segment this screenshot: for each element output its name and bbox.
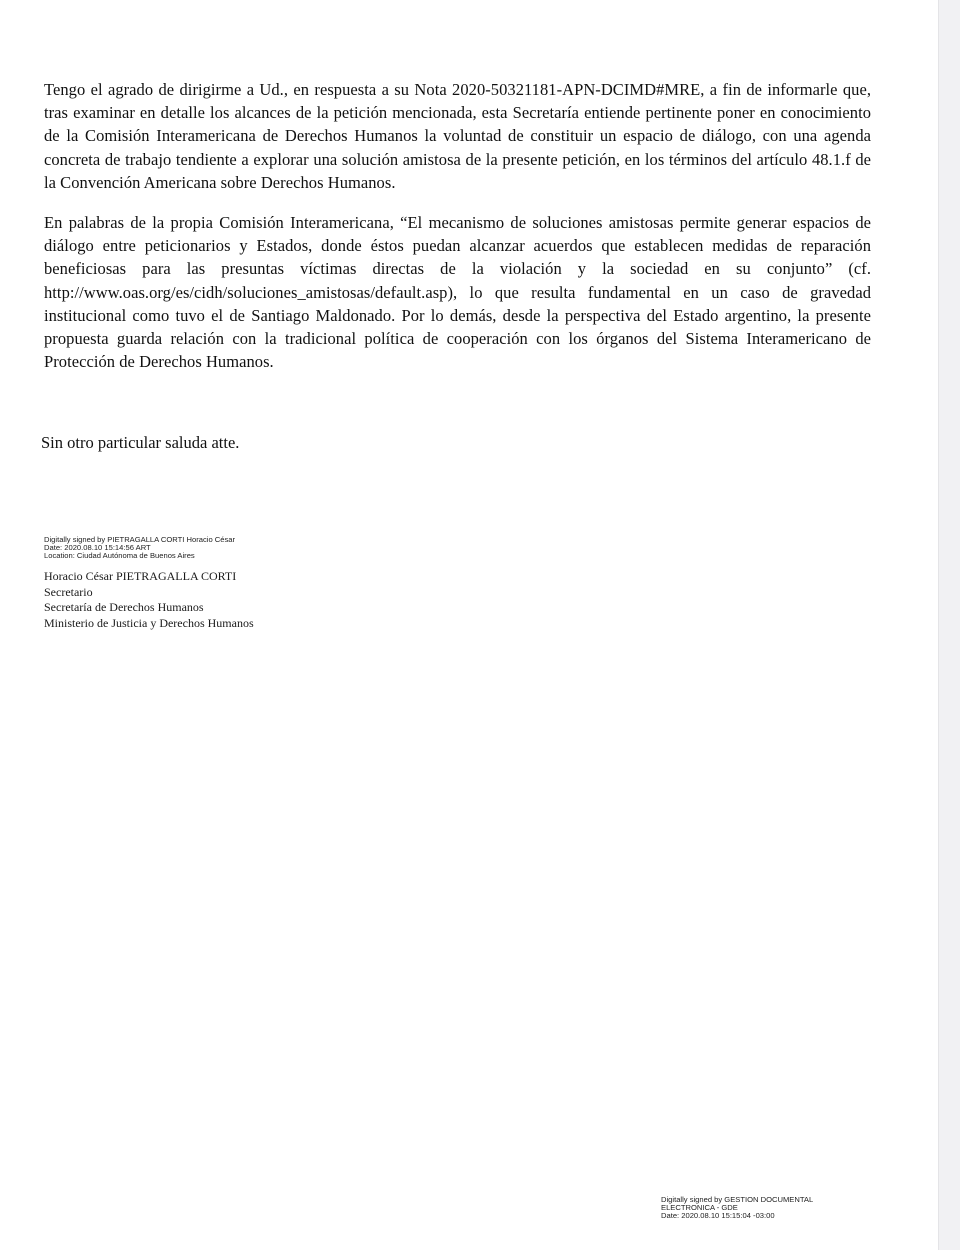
signature-date: Date: 2020.08.10 15:14:56 ART <box>44 542 151 552</box>
signature-location: Location: Ciudad Autónoma de Buenos Aires <box>44 550 195 560</box>
signer-role: Secretario <box>44 584 93 599</box>
gde-signed-by-line-1: Digitally signed by GESTION DOCUMENTAL <box>661 1195 814 1204</box>
body-paragraph-1: Tengo el agrado de dirigirme a Ud., en respuesta a su Nota 2020-50321181-APN-DCIMD#MRE, a fin de informarle que, tras examinar en detalle los alcances de la petición mencionada, esta Secretaría entiende pertinente poner en conocimiento de la Comisión Interamericana de Derechos Humanos la voluntad de constituir un espacio de diálogo, con una agenda concreta de trabajo tendiente a explorar una solución amistosa de la presente petición, en los términos del artículo 48.1.f de la Convención Americana sobre Derechos Humanos. <box>44 80 871 192</box>
signature-signed-by: Digitally signed by PIETRAGALLA CORTI Horacio César <box>44 535 236 544</box>
body-paragraph-2: En palabras de la propia Comisión Interamericana, “El mecanismo de soluciones amistosas permite generar espacios de diálogo entre peticionarios y Estados, donde éstos puedan alcanzar acuerdos que establecen medidas de reparación beneficiosas para las presuntas víctimas directas de la violación y la sociedad en su conjunto” (cf. http://www.oas.org/es/cidh/soluciones_amistosas/default.asp), lo que resulta fundamental en un caso de gravedad institucional como tuvo el de Santiago Maldonado. Por lo demás, desde la perspectiva del Estado argentino, la presente propuesta guarda relación con la tradicional política de cooperación con los órganos del Sistema Interamericano de Protección de Derechos Humanos. <box>44 213 871 372</box>
signer-name: Horacio César PIETRAGALLA CORTI <box>44 569 237 583</box>
signer-ministry: Ministerio de Justicia y Derechos Humanos <box>44 615 254 630</box>
signer-office: Secretaría de Derechos Humanos <box>44 600 204 615</box>
digital-signature-block <box>44 536 235 559</box>
gde-signed-by-line-2: ELECTRONICA - GDE <box>661 1202 738 1212</box>
gde-signature-date: Date: 2020.08.10 15:15:04 -03:00 <box>661 1210 775 1220</box>
page-edge-gutter <box>938 0 960 1250</box>
gde-signature-block <box>661 1196 813 1219</box>
signer-block <box>44 569 254 631</box>
closing-line: Sin otro particular saluda atte. <box>41 433 240 452</box>
